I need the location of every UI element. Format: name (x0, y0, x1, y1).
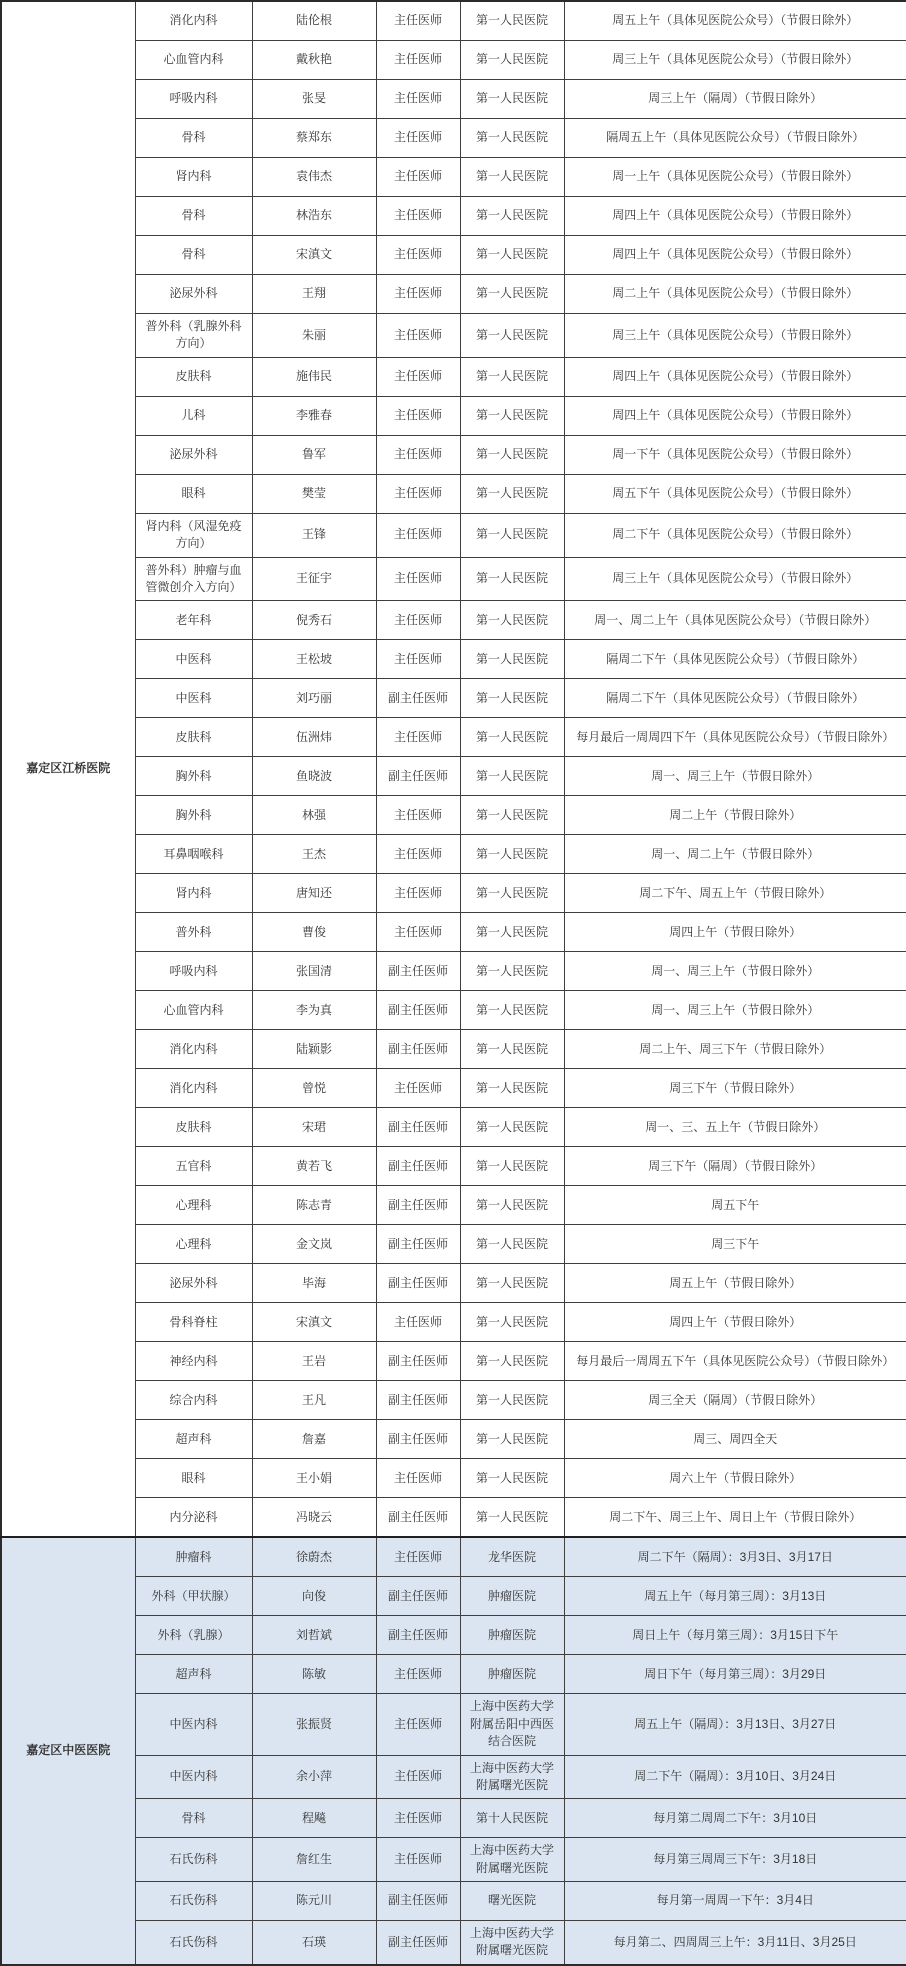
source-hospital-cell: 第一人民医院 (460, 1459, 564, 1498)
source-hospital-cell: 上海中医药大学附属曙光医院 (460, 1838, 564, 1882)
doctor-title-cell: 主任医师 (376, 557, 460, 601)
doctor-name-cell: 鲁军 (252, 435, 376, 474)
doctor-title-cell: 主任医师 (376, 119, 460, 158)
department-cell: 普外科（乳腺外科方向） (135, 314, 252, 358)
doctor-name-cell: 王小娟 (252, 1459, 376, 1498)
schedule-time-cell: 每月第二、四周周三上午：3月11日、3月25日 (564, 1921, 906, 1965)
schedule-time-cell: 周日上午（每月第三周）：3月15日下午 (564, 1616, 906, 1655)
table-row (1, 1882, 906, 1921)
doctor-name-cell: 鱼晓波 (252, 757, 376, 796)
doctor-title-cell: 主任医师 (376, 80, 460, 119)
department-cell: 骨科 (135, 236, 252, 275)
schedule-time-cell: 周二上午（具体见医院公众号）（节假日除外） (564, 275, 906, 314)
table-row (1, 1303, 906, 1342)
table-row (1, 1069, 906, 1108)
schedule-time-cell: 周一、周二上午（节假日除外） (564, 835, 906, 874)
doctor-name-cell: 樊莹 (252, 474, 376, 513)
table-row (1, 1225, 906, 1264)
doctor-name-cell: 伍洲炜 (252, 718, 376, 757)
table-row (1, 1694, 906, 1755)
table-row (1, 1264, 906, 1303)
department-cell: 石氏伤科 (135, 1838, 252, 1882)
source-hospital-cell: 第一人民医院 (460, 513, 564, 557)
doctor-name-cell: 刘哲斌 (252, 1616, 376, 1655)
table-row (1, 1030, 906, 1069)
doctor-name-cell: 袁伟杰 (252, 158, 376, 197)
doctor-title-cell: 主任医师 (376, 1, 460, 41)
schedule-time-cell: 每月最后一周周五下午（具体见医院公众号）（节假日除外） (564, 1342, 906, 1381)
schedule-time-cell: 周五下午（具体见医院公众号）（节假日除外） (564, 474, 906, 513)
doctor-name-cell: 戴秋艳 (252, 41, 376, 80)
schedule-time-cell: 周四上午（具体见医院公众号）（节假日除外） (564, 396, 906, 435)
doctor-title-cell: 主任医师 (376, 275, 460, 314)
doctor-name-cell: 王凡 (252, 1381, 376, 1420)
table-row (1, 275, 906, 314)
source-hospital-cell: 龙华医院 (460, 1537, 564, 1577)
schedule-time-cell: 周四上午（具体见医院公众号）（节假日除外） (564, 236, 906, 275)
schedule-time-cell: 周三全天（隔周）（节假日除外） (564, 1381, 906, 1420)
table-row (1, 1616, 906, 1655)
schedule-time-cell: 周四上午（具体见医院公众号）（节假日除外） (564, 197, 906, 236)
table-row (1, 1838, 906, 1882)
source-hospital-cell: 第一人民医院 (460, 275, 564, 314)
schedule-time-cell: 周一、周三上午（节假日除外） (564, 991, 906, 1030)
table-row (1, 557, 906, 601)
doctor-title-cell: 主任医师 (376, 1799, 460, 1838)
source-hospital-cell: 第一人民医院 (460, 913, 564, 952)
doctor-title-cell: 主任医师 (376, 435, 460, 474)
doctor-name-cell: 张国清 (252, 952, 376, 991)
doctor-name-cell: 詹红生 (252, 1838, 376, 1882)
schedule-time-cell: 周五上午（每月第三周）：3月13日 (564, 1577, 906, 1616)
doctor-title-cell: 副主任医师 (376, 1186, 460, 1225)
source-hospital-cell: 第一人民医院 (460, 474, 564, 513)
source-hospital-cell: 第一人民医院 (460, 197, 564, 236)
source-hospital-cell: 肿瘤医院 (460, 1577, 564, 1616)
source-hospital-cell: 第一人民医院 (460, 41, 564, 80)
doctor-name-cell: 施伟民 (252, 357, 376, 396)
doctor-title-cell: 主任医师 (376, 158, 460, 197)
doctor-name-cell: 詹嘉 (252, 1420, 376, 1459)
source-hospital-cell: 第一人民医院 (460, 1, 564, 41)
doctor-title-cell: 副主任医师 (376, 1616, 460, 1655)
doctor-name-cell: 张旻 (252, 80, 376, 119)
source-hospital-cell: 第一人民医院 (460, 874, 564, 913)
doctor-title-cell: 副主任医师 (376, 1264, 460, 1303)
table-row (1, 513, 906, 557)
table-row (1, 80, 906, 119)
department-cell: 骨科 (135, 119, 252, 158)
source-hospital-cell: 第一人民医院 (460, 314, 564, 358)
department-cell: 骨科 (135, 197, 252, 236)
doctor-title-cell: 副主任医师 (376, 1381, 460, 1420)
schedule-time-cell: 周三下午 (564, 1225, 906, 1264)
table-row (1, 1381, 906, 1420)
table-row (1, 1921, 906, 1965)
schedule-time-cell: 周四上午（节假日除外） (564, 1303, 906, 1342)
department-cell: 儿科 (135, 396, 252, 435)
doctor-name-cell: 陈敏 (252, 1655, 376, 1694)
doctor-name-cell: 程飚 (252, 1799, 376, 1838)
table-row (1, 1498, 906, 1538)
hospital-group-cell: 嘉定区江桥医院 (1, 1, 135, 1537)
schedule-time-cell: 周一、周二上午（具体见医院公众号）（节假日除外） (564, 601, 906, 640)
department-cell: 超声科 (135, 1655, 252, 1694)
doctor-name-cell: 毕海 (252, 1264, 376, 1303)
doctor-title-cell: 主任医师 (376, 601, 460, 640)
department-cell: 中医科 (135, 679, 252, 718)
department-cell: 眼科 (135, 474, 252, 513)
source-hospital-cell: 第一人民医院 (460, 640, 564, 679)
doctor-name-cell: 李雅春 (252, 396, 376, 435)
department-cell: 呼吸内科 (135, 80, 252, 119)
table-row (1, 197, 906, 236)
source-hospital-cell: 第一人民医院 (460, 679, 564, 718)
doctor-name-cell: 朱丽 (252, 314, 376, 358)
table-row (1, 679, 906, 718)
source-hospital-cell: 第一人民医院 (460, 1420, 564, 1459)
department-cell: 外科（乳腺） (135, 1616, 252, 1655)
doctor-title-cell: 副主任医师 (376, 1108, 460, 1147)
table-row (1, 1186, 906, 1225)
department-cell: 消化内科 (135, 1030, 252, 1069)
doctor-name-cell: 王征宇 (252, 557, 376, 601)
schedule-time-cell: 每月第三周周三下午：3月18日 (564, 1838, 906, 1882)
source-hospital-cell: 第一人民医院 (460, 1498, 564, 1538)
doctor-title-cell: 副主任医师 (376, 1921, 460, 1965)
doctor-title-cell: 主任医师 (376, 835, 460, 874)
table-row (1, 1459, 906, 1498)
table-row (1, 757, 906, 796)
doctor-name-cell: 徐蔚杰 (252, 1537, 376, 1577)
doctor-title-cell: 主任医师 (376, 41, 460, 80)
source-hospital-cell: 第一人民医院 (460, 757, 564, 796)
doctor-title-cell: 副主任医师 (376, 1147, 460, 1186)
department-cell: 中医内科 (135, 1755, 252, 1799)
doctor-title-cell: 副主任医师 (376, 1882, 460, 1921)
doctor-name-cell: 唐知还 (252, 874, 376, 913)
table-row (1, 1799, 906, 1838)
schedule-time-cell: 隔周五上午（具体见医院公众号）（节假日除外） (564, 119, 906, 158)
source-hospital-cell: 第一人民医院 (460, 1069, 564, 1108)
doctor-title-cell: 主任医师 (376, 718, 460, 757)
doctor-title-cell: 副主任医师 (376, 991, 460, 1030)
table-row (1, 1420, 906, 1459)
table-row (1, 1342, 906, 1381)
source-hospital-cell: 第一人民医院 (460, 835, 564, 874)
source-hospital-cell: 第一人民医院 (460, 601, 564, 640)
doctor-title-cell: 副主任医师 (376, 1577, 460, 1616)
department-cell: 泌尿外科 (135, 435, 252, 474)
source-hospital-cell: 第一人民医院 (460, 80, 564, 119)
department-cell: 眼科 (135, 1459, 252, 1498)
doctor-name-cell: 林强 (252, 796, 376, 835)
department-cell: 胸外科 (135, 757, 252, 796)
schedule-time-cell: 周二上午（节假日除外） (564, 796, 906, 835)
doctor-title-cell: 主任医师 (376, 1838, 460, 1882)
doctor-name-cell: 王锋 (252, 513, 376, 557)
doctor-title-cell: 主任医师 (376, 1303, 460, 1342)
department-cell: 老年科 (135, 601, 252, 640)
department-cell: 肾内科（风湿免疫方向） (135, 513, 252, 557)
table-row (1, 41, 906, 80)
source-hospital-cell: 第一人民医院 (460, 1186, 564, 1225)
doctor-title-cell: 副主任医师 (376, 757, 460, 796)
doctor-title-cell: 主任医师 (376, 1694, 460, 1755)
doctor-name-cell: 宋滇文 (252, 1303, 376, 1342)
doctor-title-cell: 主任医师 (376, 796, 460, 835)
schedule-time-cell: 周三上午（具体见医院公众号）（节假日除外） (564, 41, 906, 80)
table-row (1, 601, 906, 640)
table-row (1, 396, 906, 435)
table-row (1, 1655, 906, 1694)
doctor-name-cell: 冯晓云 (252, 1498, 376, 1538)
source-hospital-cell: 第一人民医院 (460, 1264, 564, 1303)
department-cell: 神经内科 (135, 1342, 252, 1381)
doctor-title-cell: 主任医师 (376, 474, 460, 513)
table-row (1, 119, 906, 158)
source-hospital-cell: 上海中医药大学附属曙光医院 (460, 1755, 564, 1799)
doctor-name-cell: 陈志青 (252, 1186, 376, 1225)
schedule-time-cell: 周五上午（节假日除外） (564, 1264, 906, 1303)
doctor-title-cell: 主任医师 (376, 236, 460, 275)
table-row (1, 796, 906, 835)
source-hospital-cell: 第一人民医院 (460, 1303, 564, 1342)
doctor-title-cell: 主任医师 (376, 314, 460, 358)
table-row (1, 1537, 906, 1577)
source-hospital-cell: 第一人民医院 (460, 1381, 564, 1420)
doctor-name-cell: 石瑛 (252, 1921, 376, 1965)
source-hospital-cell: 第一人民医院 (460, 357, 564, 396)
source-hospital-cell: 第一人民医院 (460, 718, 564, 757)
schedule-time-cell: 周二下午、周三上午、周日上午（节假日除外） (564, 1498, 906, 1538)
doctor-name-cell: 刘巧丽 (252, 679, 376, 718)
schedule-time-cell: 隔周二下午（具体见医院公众号）（节假日除外） (564, 679, 906, 718)
source-hospital-cell: 第一人民医院 (460, 1225, 564, 1264)
department-cell: 内分泌科 (135, 1498, 252, 1538)
schedule-time-cell: 周二下午（隔周）：3月10日、3月24日 (564, 1755, 906, 1799)
doctor-title-cell: 副主任医师 (376, 1225, 460, 1264)
source-hospital-cell: 第一人民医院 (460, 396, 564, 435)
table-row (1, 952, 906, 991)
table-row (1, 435, 906, 474)
department-cell: 泌尿外科 (135, 1264, 252, 1303)
doctor-name-cell: 陆颖影 (252, 1030, 376, 1069)
department-cell: 肾内科 (135, 158, 252, 197)
schedule-time-cell: 周一、周三上午（节假日除外） (564, 952, 906, 991)
doctor-title-cell: 主任医师 (376, 197, 460, 236)
schedule-time-cell: 周三下午（隔周）（节假日除外） (564, 1147, 906, 1186)
department-cell: 心血管内科 (135, 41, 252, 80)
schedule-time-cell: 周一、三、五上午（节假日除外） (564, 1108, 906, 1147)
source-hospital-cell: 上海中医药大学附属曙光医院 (460, 1921, 564, 1965)
source-hospital-cell: 第一人民医院 (460, 1108, 564, 1147)
schedule-time-cell: 周二上午、周三下午（节假日除外） (564, 1030, 906, 1069)
table-row (1, 874, 906, 913)
schedule-time-cell: 周三下午（节假日除外） (564, 1069, 906, 1108)
schedule-time-cell: 周五下午 (564, 1186, 906, 1225)
table-row (1, 1577, 906, 1616)
department-cell: 呼吸内科 (135, 952, 252, 991)
table-row (1, 236, 906, 275)
doctor-name-cell: 余小萍 (252, 1755, 376, 1799)
schedule-time-cell: 周五上午（隔周）：3月13日、3月27日 (564, 1694, 906, 1755)
department-cell: 综合内科 (135, 1381, 252, 1420)
doctor-name-cell: 黄若飞 (252, 1147, 376, 1186)
schedule-time-cell: 周六上午（节假日除外） (564, 1459, 906, 1498)
doctor-name-cell: 倪秀石 (252, 601, 376, 640)
department-cell: 五官科 (135, 1147, 252, 1186)
department-cell: 肾内科 (135, 874, 252, 913)
table-row (1, 991, 906, 1030)
department-cell: 超声科 (135, 1420, 252, 1459)
doctor-name-cell: 蔡郑东 (252, 119, 376, 158)
schedule-time-cell: 周三上午（隔周）（节假日除外） (564, 80, 906, 119)
source-hospital-cell: 肿瘤医院 (460, 1655, 564, 1694)
doctor-title-cell: 主任医师 (376, 1459, 460, 1498)
doctor-name-cell: 宋滇文 (252, 236, 376, 275)
source-hospital-cell: 第一人民医院 (460, 796, 564, 835)
department-cell: 石氏伤科 (135, 1921, 252, 1965)
table-row (1, 835, 906, 874)
doctor-title-cell: 主任医师 (376, 1755, 460, 1799)
doctor-title-cell: 副主任医师 (376, 1342, 460, 1381)
doctor-name-cell: 陆伦根 (252, 1, 376, 41)
schedule-time-cell: 周五上午（具体见医院公众号）（节假日除外） (564, 1, 906, 41)
source-hospital-cell: 第一人民医院 (460, 435, 564, 474)
doctor-title-cell: 副主任医师 (376, 679, 460, 718)
schedule-time-cell: 周三上午（具体见医院公众号）（节假日除外） (564, 314, 906, 358)
doctor-title-cell: 主任医师 (376, 357, 460, 396)
source-hospital-cell: 第一人民医院 (460, 557, 564, 601)
schedule-time-cell: 周二下午、周五上午（节假日除外） (564, 874, 906, 913)
doctor-name-cell: 陈元川 (252, 1882, 376, 1921)
source-hospital-cell: 第一人民医院 (460, 1342, 564, 1381)
department-cell: 外科（甲状腺） (135, 1577, 252, 1616)
source-hospital-cell: 肿瘤医院 (460, 1616, 564, 1655)
department-cell: 石氏伤科 (135, 1882, 252, 1921)
doctor-title-cell: 主任医师 (376, 874, 460, 913)
department-cell: 皮肤科 (135, 1108, 252, 1147)
doctor-name-cell: 曹俊 (252, 913, 376, 952)
doctor-name-cell: 王杰 (252, 835, 376, 874)
department-cell: 中医科 (135, 640, 252, 679)
schedule-time-cell: 周二下午（隔周）：3月3日、3月17日 (564, 1537, 906, 1577)
doctor-title-cell: 副主任医师 (376, 1498, 460, 1538)
doctor-name-cell: 向俊 (252, 1577, 376, 1616)
department-cell: 泌尿外科 (135, 275, 252, 314)
doctor-name-cell: 王松坡 (252, 640, 376, 679)
source-hospital-cell: 第一人民医院 (460, 952, 564, 991)
table-row (1, 158, 906, 197)
doctor-name-cell: 宋珺 (252, 1108, 376, 1147)
doctor-name-cell: 金文岚 (252, 1225, 376, 1264)
doctor-title-cell: 主任医师 (376, 513, 460, 557)
doctor-title-cell: 副主任医师 (376, 952, 460, 991)
doctor-title-cell: 副主任医师 (376, 1420, 460, 1459)
source-hospital-cell: 第一人民医院 (460, 1147, 564, 1186)
department-cell: 耳鼻咽喉科 (135, 835, 252, 874)
source-hospital-cell: 上海中医药大学附属岳阳中西医结合医院 (460, 1694, 564, 1755)
doctor-name-cell: 李为真 (252, 991, 376, 1030)
doctor-name-cell: 张振贤 (252, 1694, 376, 1755)
schedule-time-cell: 每月最后一周周四下午（具体见医院公众号）（节假日除外） (564, 718, 906, 757)
source-hospital-cell: 第一人民医院 (460, 991, 564, 1030)
doctor-title-cell: 副主任医师 (376, 1030, 460, 1069)
schedule-time-cell: 周一上午（具体见医院公众号）（节假日除外） (564, 158, 906, 197)
department-cell: 皮肤科 (135, 718, 252, 757)
schedule-time-cell: 周一、周三上午（节假日除外） (564, 757, 906, 796)
schedule-time-cell: 周四上午（节假日除外） (564, 913, 906, 952)
table-row (1, 1147, 906, 1186)
table-row (1, 1, 906, 41)
table-row (1, 1108, 906, 1147)
table-row (1, 913, 906, 952)
hospital-group-cell: 嘉定区中医医院 (1, 1537, 135, 1965)
table-row (1, 718, 906, 757)
schedule-time-cell: 每月第一周周一下午：3月4日 (564, 1882, 906, 1921)
department-cell: 骨科 (135, 1799, 252, 1838)
doctor-title-cell: 主任医师 (376, 1069, 460, 1108)
department-cell: 消化内科 (135, 1, 252, 41)
schedule-time-cell: 隔周二下午（具体见医院公众号）（节假日除外） (564, 640, 906, 679)
department-cell: 骨科脊柱 (135, 1303, 252, 1342)
doctor-name-cell: 曾悦 (252, 1069, 376, 1108)
department-cell: 肿瘤科 (135, 1537, 252, 1577)
doctor-name-cell: 王岩 (252, 1342, 376, 1381)
doctor-title-cell: 主任医师 (376, 1537, 460, 1577)
schedule-time-cell: 周日下午（每月第三周）：3月29日 (564, 1655, 906, 1694)
department-cell: 胸外科 (135, 796, 252, 835)
department-cell: 皮肤科 (135, 357, 252, 396)
source-hospital-cell: 第一人民医院 (460, 119, 564, 158)
schedule-time-cell: 周四上午（具体见医院公众号）（节假日除外） (564, 357, 906, 396)
source-hospital-cell: 第一人民医院 (460, 236, 564, 275)
doctor-title-cell: 主任医师 (376, 1655, 460, 1694)
department-cell: 普外科）肿瘤与血管微创介入方向） (135, 557, 252, 601)
schedule-time-cell: 每月第二周周二下午：3月10日 (564, 1799, 906, 1838)
department-cell: 心血管内科 (135, 991, 252, 1030)
table-row (1, 357, 906, 396)
table-row (1, 474, 906, 513)
doctor-title-cell: 主任医师 (376, 640, 460, 679)
department-cell: 消化内科 (135, 1069, 252, 1108)
table-row (1, 314, 906, 358)
schedule-time-cell: 周二下午（具体见医院公众号）（节假日除外） (564, 513, 906, 557)
table-row (1, 1755, 906, 1799)
source-hospital-cell: 第一人民医院 (460, 158, 564, 197)
schedule-time-cell: 周三上午（具体见医院公众号）（节假日除外） (564, 557, 906, 601)
doctor-name-cell: 王翔 (252, 275, 376, 314)
department-cell: 心理科 (135, 1186, 252, 1225)
department-cell: 心理科 (135, 1225, 252, 1264)
source-hospital-cell: 第一人民医院 (460, 1030, 564, 1069)
schedule-time-cell: 周一下午（具体见医院公众号）（节假日除外） (564, 435, 906, 474)
doctor-title-cell: 主任医师 (376, 913, 460, 952)
doctor-title-cell: 主任医师 (376, 396, 460, 435)
doctor-name-cell: 林浩东 (252, 197, 376, 236)
source-hospital-cell: 曙光医院 (460, 1882, 564, 1921)
table-row (1, 640, 906, 679)
department-cell: 中医内科 (135, 1694, 252, 1755)
source-hospital-cell: 第十人民医院 (460, 1799, 564, 1838)
department-cell: 普外科 (135, 913, 252, 952)
schedule-time-cell: 周三、周四全天 (564, 1420, 906, 1459)
